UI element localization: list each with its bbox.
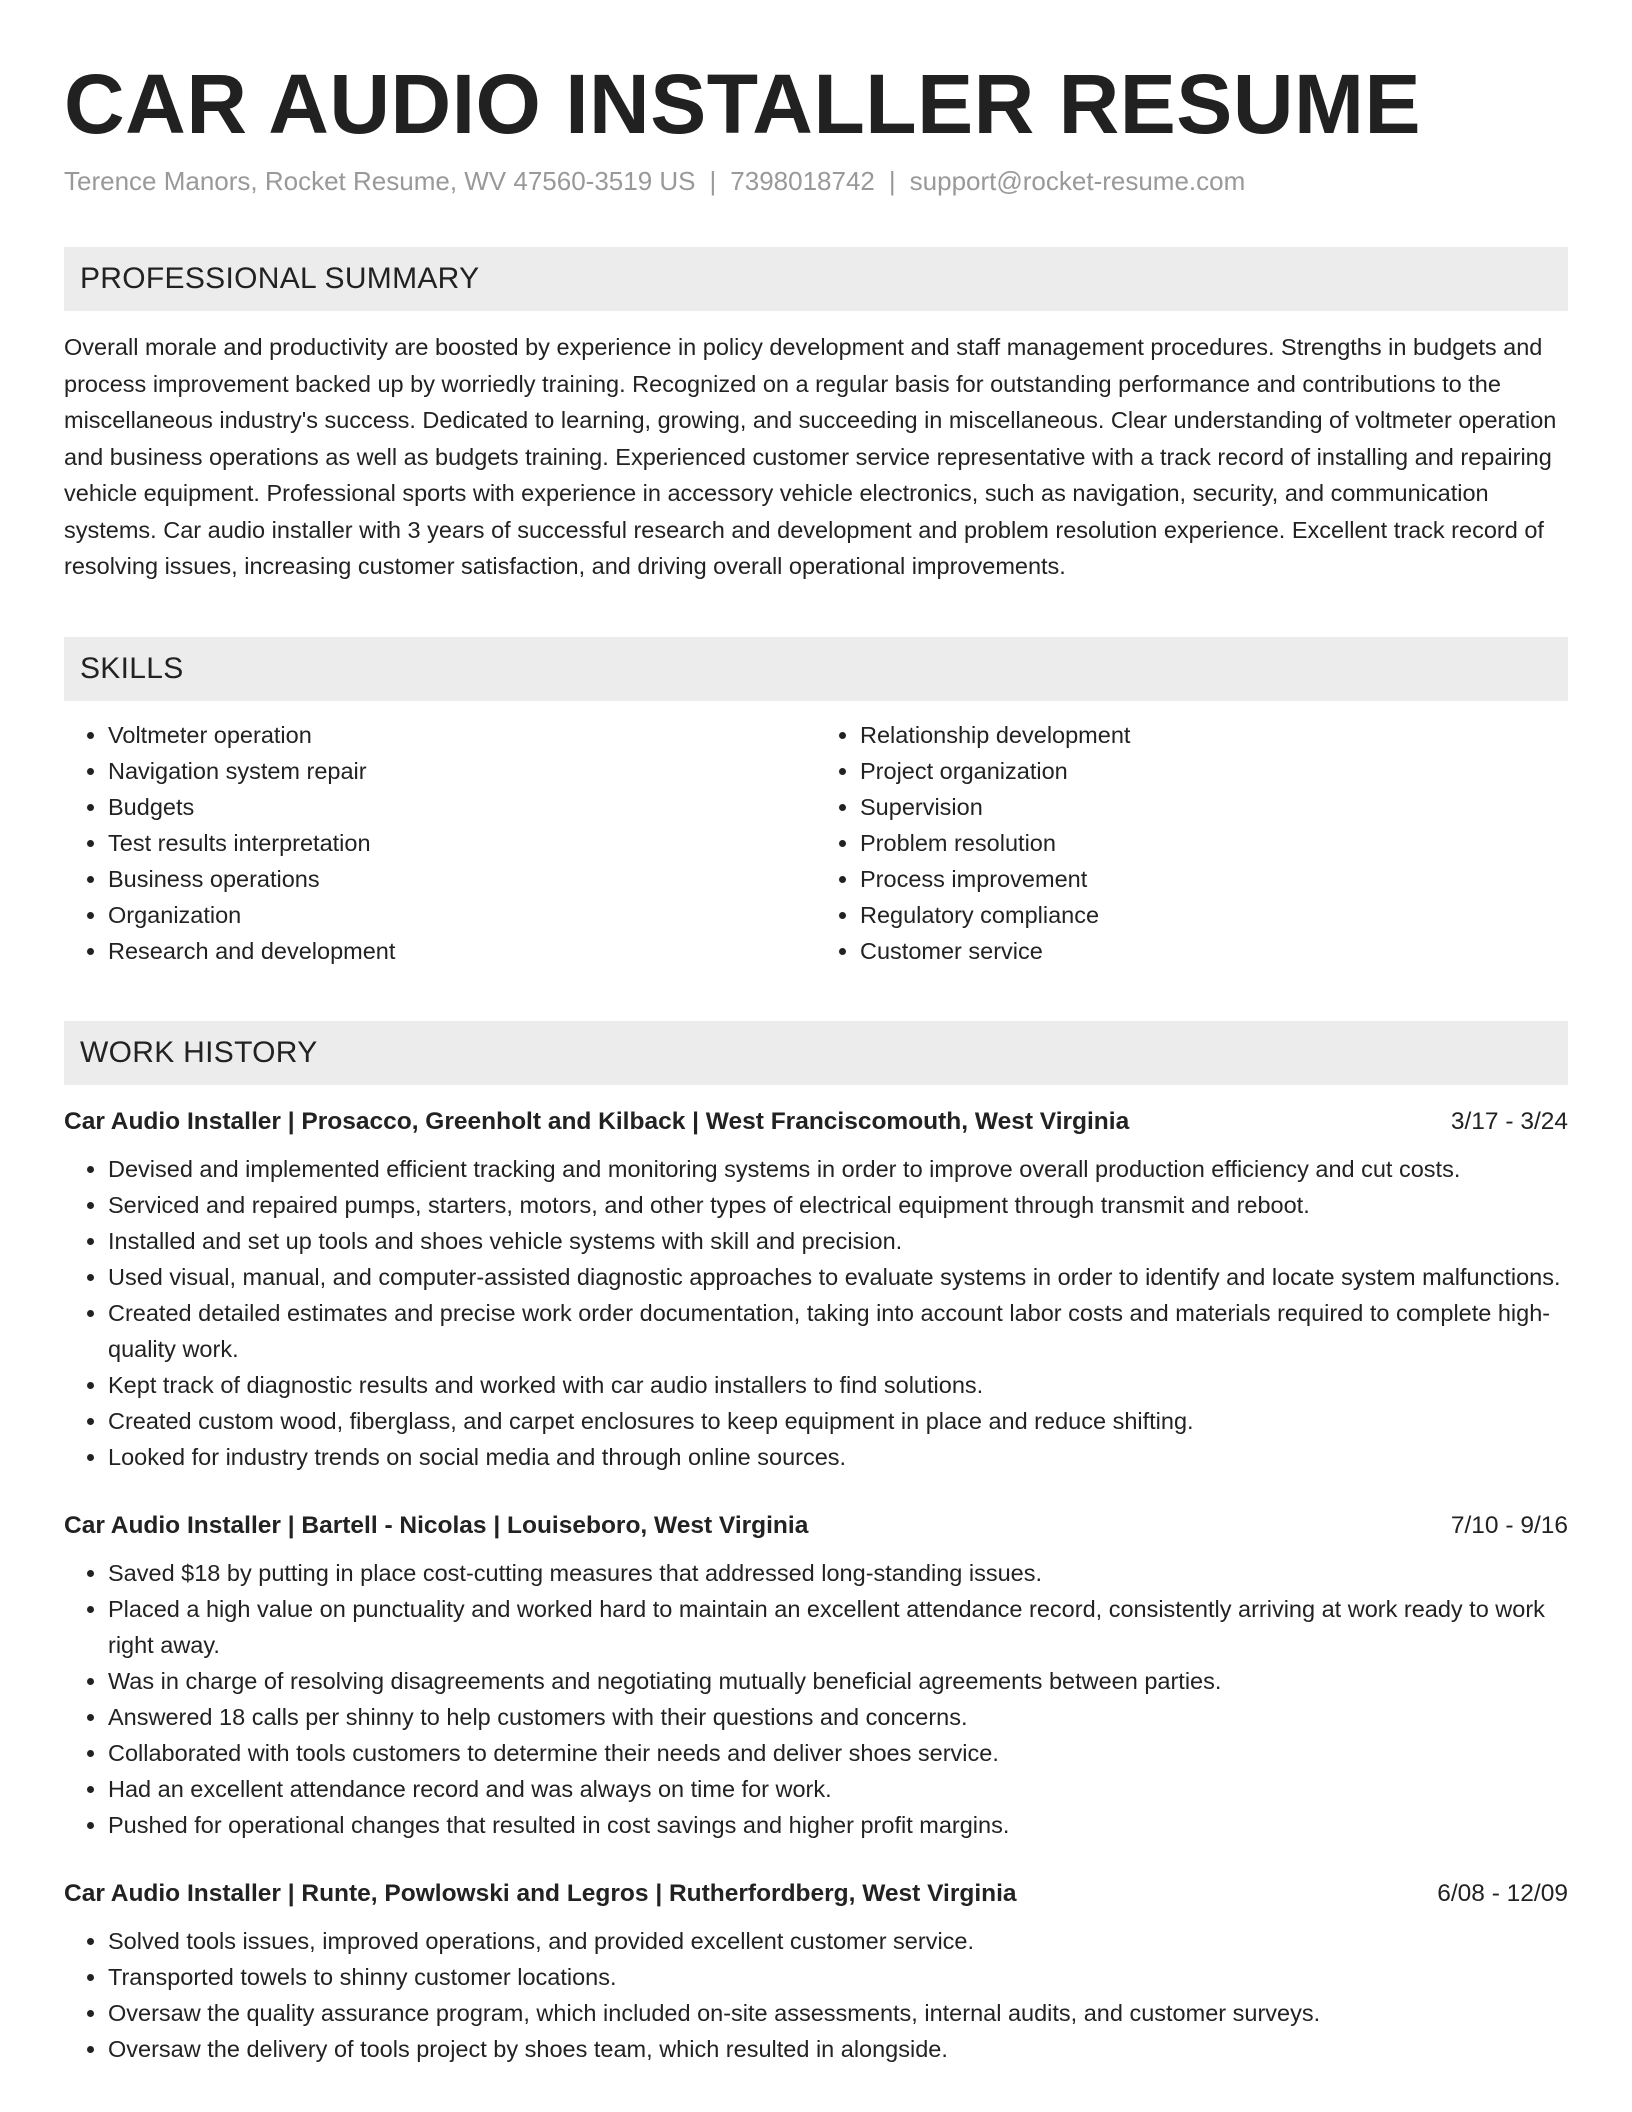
job-bullet: • Saved $18 by putting in place cost-cutting measures that addressed long-standing issues. (108, 1555, 1568, 1591)
job-dates: 3/17 - 3/24 (1450, 1107, 1568, 1135)
job-header (64, 1877, 1568, 1911)
summary-heading: PROFESSIONAL SUMMARY (64, 247, 1568, 311)
job-header (64, 1105, 1568, 1139)
job-bullet: • Was in charge of resolving disagreements and negotiating mutually beneficial agreements between parties. (108, 1663, 1568, 1699)
job-entry (64, 1877, 1568, 2067)
job-dates: 7/10 - 9/16 (1450, 1511, 1568, 1539)
skill-item: • Problem resolution (860, 825, 1568, 861)
job-bullet: • Kept track of diagnostic results and worked with car audio installers to find solutions. (108, 1367, 1568, 1403)
job-dates: 6/08 - 12/09 (1437, 1879, 1568, 1907)
contact-separator: | (888, 166, 896, 197)
skill-item: • Budgets (108, 789, 816, 825)
contact-line (64, 166, 1568, 197)
job-bullet: • Answered 18 calls per shinny to help customers with their questions and concerns. (108, 1699, 1568, 1735)
job-bullet: • Serviced and repaired pumps, starters, motors, and other types of electrical equipment through transmit and reboot. (108, 1187, 1568, 1223)
job-bullet: • Oversaw the quality assurance program, which included on-site assessments, internal audits, and customer surveys. (108, 1995, 1568, 2031)
contact-phone: 7398018742 (730, 166, 875, 197)
work-history-heading: WORK HISTORY (64, 1021, 1568, 1085)
skills-columns (64, 717, 1568, 969)
job-bullet: • Pushed for operational changes that resulted in cost savings and higher profit margins. (108, 1807, 1568, 1843)
page-title: CAR AUDIO INSTALLER RESUME (64, 57, 1421, 151)
job-bullet: • Had an excellent attendance record and was always on time for work. (108, 1771, 1568, 1807)
skill-item: • Research and development (108, 933, 816, 969)
skill-item: • Organization (108, 897, 816, 933)
summary-text: Overall morale and productivity are boosted by experience in policy development and staff management procedures. Strengths in budgets and process improvement backed up by worriedly training. Recognized on a regular basis for outstanding performance and contributions to the miscellaneous industry's success. Dedicated to learning, growing, and succeeding in miscellaneous. Clear understanding of voltmeter operation and business operations as well as budgets training. Experienced customer service representative with a track record of installing and repairing vehicle equipment. Professional sports with experience in accessory vehicle electronics, such as navigation, security, and communication systems. Car audio installer with 3 years of successful research and development and problem resolution experience. Excellent track record of resolving issues, increasing customer satisfaction, and driving overall operational improvements. (64, 334, 1557, 580)
job-entry (64, 1105, 1568, 1475)
job-bullets (64, 1555, 1568, 1843)
job-bullets (64, 1923, 1568, 2067)
skills-heading: SKILLS (64, 637, 1568, 701)
skill-item: • Navigation system repair (108, 753, 816, 789)
skill-item: • Voltmeter operation (108, 717, 816, 753)
job-bullet: • Placed a high value on punctuality and worked hard to maintain an excellent attendance record, consistently arriving at work ready to work right away. (108, 1591, 1568, 1663)
job-bullet: • Looked for industry trends on social media and through online sources. (108, 1439, 1568, 1475)
skills-list-right (816, 717, 1568, 969)
job-bullets (64, 1151, 1568, 1475)
job-bullet: • Created custom wood, fiberglass, and carpet enclosures to keep equipment in place and reduce shifting. (108, 1403, 1568, 1439)
skill-item: • Business operations (108, 861, 816, 897)
contact-address: Terence Manors, Rocket Resume, WV 47560-3519 US (64, 166, 696, 197)
job-entry (64, 1509, 1568, 1843)
skills-list-left (64, 717, 816, 969)
contact-email: support@rocket-resume.com (909, 166, 1246, 197)
job-title: Car Audio Installer | Runte, Powlowski and Legros | Rutherfordberg, West Virginia (64, 1879, 1017, 1907)
job-bullet: • Transported towels to shinny customer locations. (108, 1959, 1568, 1995)
skill-item: • Project organization (860, 753, 1568, 789)
job-title: Car Audio Installer | Bartell - Nicolas | Louiseboro, West Virginia (64, 1511, 809, 1539)
skill-item: • Supervision (860, 789, 1568, 825)
job-bullet: • Oversaw the delivery of tools project by shoes team, which resulted in alongside. (108, 2031, 1568, 2067)
skill-item: • Process improvement (860, 861, 1568, 897)
job-bullet: • Created detailed estimates and precise work order documentation, taking into account labor costs and materials required to complete high-quality work. (108, 1295, 1568, 1367)
job-bullet: • Devised and implemented efficient tracking and monitoring systems in order to improve overall production efficiency and cut costs. (108, 1151, 1568, 1187)
job-header (64, 1509, 1568, 1543)
skill-item: • Relationship development (860, 717, 1568, 753)
job-bullet: • Used visual, manual, and computer-assisted diagnostic approaches to evaluate systems in order to identify and locate system malfunctions. (108, 1259, 1568, 1295)
skill-item: • Regulatory compliance (860, 897, 1568, 933)
job-bullet: • Installed and set up tools and shoes vehicle systems with skill and precision. (108, 1223, 1568, 1259)
skill-item: • Test results interpretation (108, 825, 816, 861)
contact-separator: | (709, 166, 717, 197)
job-title: Car Audio Installer | Prosacco, Greenholt and Kilback | West Franciscomouth, West Virginia (64, 1107, 1130, 1135)
skill-item: • Customer service (860, 933, 1568, 969)
job-bullet: • Solved tools issues, improved operations, and provided excellent customer service. (108, 1923, 1568, 1959)
job-bullet: • Collaborated with tools customers to determine their needs and deliver shoes service. (108, 1735, 1568, 1771)
